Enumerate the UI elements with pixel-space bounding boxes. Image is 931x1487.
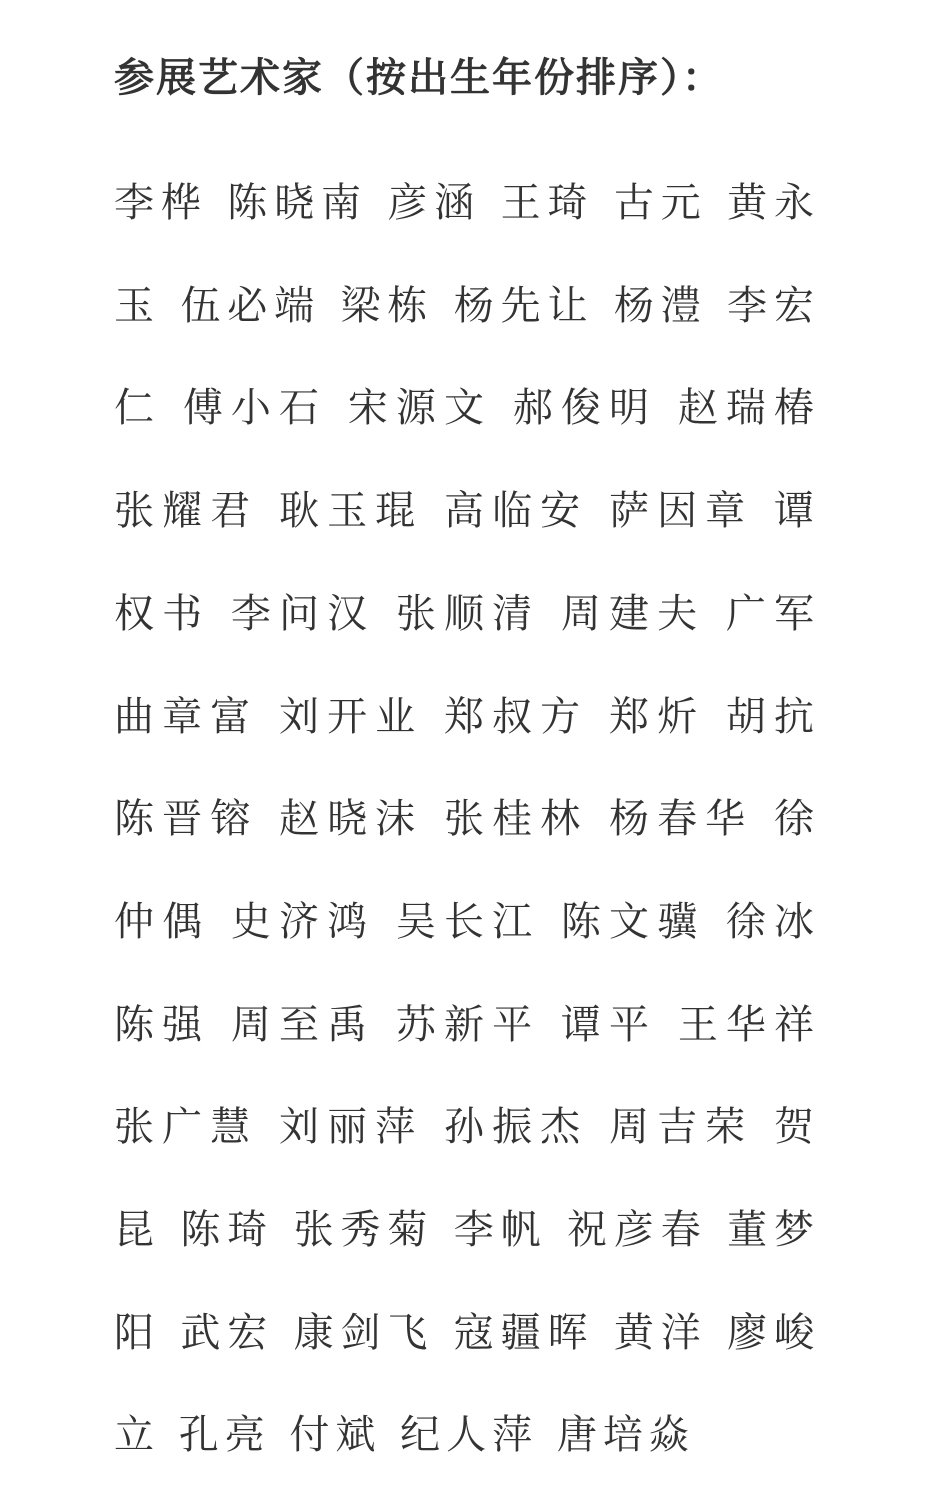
artists-list: 李桦 陈晓南 彦涵 王琦 古元 黄永玉 伍必端 梁栋 杨先让 杨澧 李宏仁 傅小石 宋源文 郝俊明 赵瑞椿 张耀君 耿玉琨 高临安 萨因章 谭权书 李问汉 张顺清 周建夫 广军 曲章富 刘开业 郑叔方 郑炘 胡抗 陈晋镕 赵晓沫 张桂林 杨春华 徐仲偶 史济鸿 吴长江 陈文骥 徐冰 陈强 周至禹 苏新平 谭平 王华祥 张广慧 刘丽萍 孙振杰 周吉荣 贺昆 陈琦 张秀菊 李帆 祝彦春 董梦阳 武宏 康剑飞 寇疆晖 黄洋 廖峻立 孔亮 付斌 纪人萍 唐培焱	[114, 180, 820, 1459]
artists-heading: 参展艺术家（按出生年份排序）：	[114, 55, 724, 101]
